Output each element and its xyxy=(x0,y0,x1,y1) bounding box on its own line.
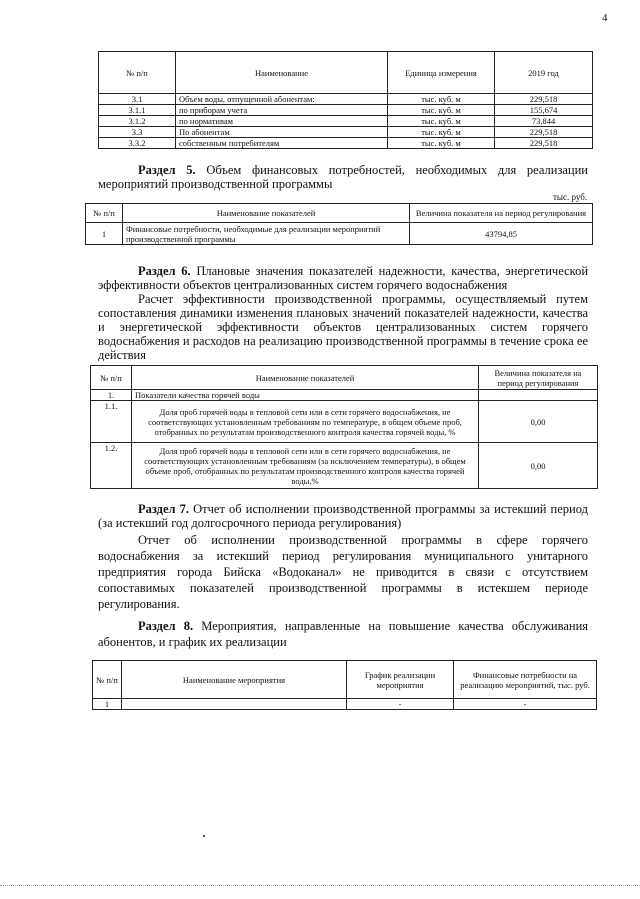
section-6-label: Раздел 6. xyxy=(138,264,191,278)
table-cell: По абонентам xyxy=(176,127,388,138)
table-cell: 3.1 xyxy=(99,94,176,105)
col-header: Наименование показателей xyxy=(132,366,479,390)
table-cell: тыс. куб. м xyxy=(388,94,495,105)
table-cell: 155,674 xyxy=(495,105,593,116)
page-number: 4 xyxy=(602,12,608,24)
section-8-title: Мероприятия, направленные на повышение качества обслуживания абонентов, и график их реализации xyxy=(98,619,589,649)
table-cell: 3.1.1 xyxy=(99,105,176,116)
section-6-title: Плановые значения показателей надежности, качества, энергетической эффективности объектов централизованных систем горячего водоснабжения xyxy=(98,264,589,292)
table-cell: 73,844 xyxy=(495,116,593,127)
section-7-heading xyxy=(98,502,588,530)
section-7-paragraph: Отчет об исполнении производственной программы в сфере горячего водоснабжения за истекший период регулирования муниципального унитарного предприятия города Бийска «Водоканал» не приводится в связи с отсутствием сопоставимых показателей производственной программы в истекшем периоде регулирования. xyxy=(98,533,588,611)
table-cell: 3.3.2 xyxy=(99,138,176,149)
section-8-heading xyxy=(98,618,588,650)
col-header: № п/п xyxy=(99,52,176,94)
table-cell: 1. xyxy=(91,390,132,401)
table-cell: - xyxy=(347,699,454,710)
table-cell: Доля проб горячей воды в тепловой сети или в сети горячего водоснабжения, не соответствующих установленным требованиям (за исключением температуры), в общем объеме проб, отобранных по результатам производственного контроля качества горячей воды,% xyxy=(132,443,479,489)
col-header: Наименование xyxy=(176,52,388,94)
table-cell: Объем воды, отпущенной абонентам: xyxy=(176,94,388,105)
col-header: Величина показателя на период регулирования xyxy=(479,366,598,390)
table-cell: 0,00 xyxy=(479,443,598,489)
section-5-title: Объем финансовых потребностей, необходимых для реализации мероприятий производственной программы xyxy=(98,163,588,191)
scan-speck xyxy=(203,835,205,837)
section-6-paragraph: Расчет эффективности производственной программы, осуществляемый путем сопоставления динамики изменения плановых значений показателей надежности, качества и энергетической эффективности объектов централизованных систем горячего водоснабжения и расходов на реализацию производственной программы в течение срока ее действия xyxy=(98,292,588,362)
col-header: Наименование показателей xyxy=(123,204,410,223)
table-cell: 1 xyxy=(86,223,123,245)
table-cell: собственным потребителям xyxy=(176,138,388,149)
table-cell: по нормативам xyxy=(176,116,388,127)
table-cell: Финансовые потребности, необходимые для реализации мероприятий производственной программы xyxy=(123,223,410,245)
col-header: 2019 год xyxy=(495,52,593,94)
table-cell: Показатели качества горячей воды xyxy=(132,390,479,401)
section-6-heading xyxy=(98,264,588,292)
water-volume-table xyxy=(98,51,593,149)
table-cell: тыс. куб. м xyxy=(388,138,495,149)
section-7-title: Отчет об исполнении производственной программы за истекший период (за истекший год долгосрочного периода регулирования) xyxy=(98,502,588,530)
table-cell: 0,00 xyxy=(479,401,598,443)
section-5-label: Раздел 5. xyxy=(138,163,196,177)
hot-water-quality-table xyxy=(90,365,598,489)
table-cell: по приборам учета xyxy=(176,105,388,116)
col-header: № п/п xyxy=(86,204,123,223)
table-cell xyxy=(122,699,347,710)
section-7-label: Раздел 7. xyxy=(138,502,190,516)
table-cell: 43794,85 xyxy=(410,223,593,245)
col-header: Единица измерения xyxy=(388,52,495,94)
table-cell: 229,518 xyxy=(495,94,593,105)
table-cell: 1.2. xyxy=(91,443,132,489)
col-header: График реализации мероприятия xyxy=(347,661,454,699)
col-header: Финансовые потребности на реализацию мероприятий, тыс. руб. xyxy=(454,661,597,699)
table-cell: тыс. куб. м xyxy=(388,116,495,127)
table-cell: 3.1.2 xyxy=(99,116,176,127)
table-cell xyxy=(479,390,598,401)
table-cell: - xyxy=(454,699,597,710)
section-8-label: Раздел 8. xyxy=(138,619,194,633)
col-header: Величина показателя на период регулирования xyxy=(410,204,593,223)
table-cell: 229,518 xyxy=(495,127,593,138)
measures-table xyxy=(92,660,597,710)
table-cell: тыс. куб. м xyxy=(388,127,495,138)
section-5-heading xyxy=(98,163,588,191)
table-cell: 1 xyxy=(93,699,122,710)
scan-bottom-edge xyxy=(0,885,640,886)
col-header: № п/п xyxy=(93,661,122,699)
table-cell: тыс. куб. м xyxy=(388,105,495,116)
table-cell: Доля проб горячей воды в тепловой сети или в сети горячего водоснабжения, не соответствующих установленным требованиям по температуре, в общем объеме проб, отобранных по результатам производственного контроля качества горячей воды, % xyxy=(132,401,479,443)
currency-unit: тыс. руб. xyxy=(553,192,588,202)
table-cell: 3.3 xyxy=(99,127,176,138)
table-cell: 1.1. xyxy=(91,401,132,443)
col-header: № п/п xyxy=(91,366,132,390)
financial-needs-table xyxy=(85,203,593,245)
col-header: Наименование мероприятия xyxy=(122,661,347,699)
table-cell: 229,518 xyxy=(495,138,593,149)
